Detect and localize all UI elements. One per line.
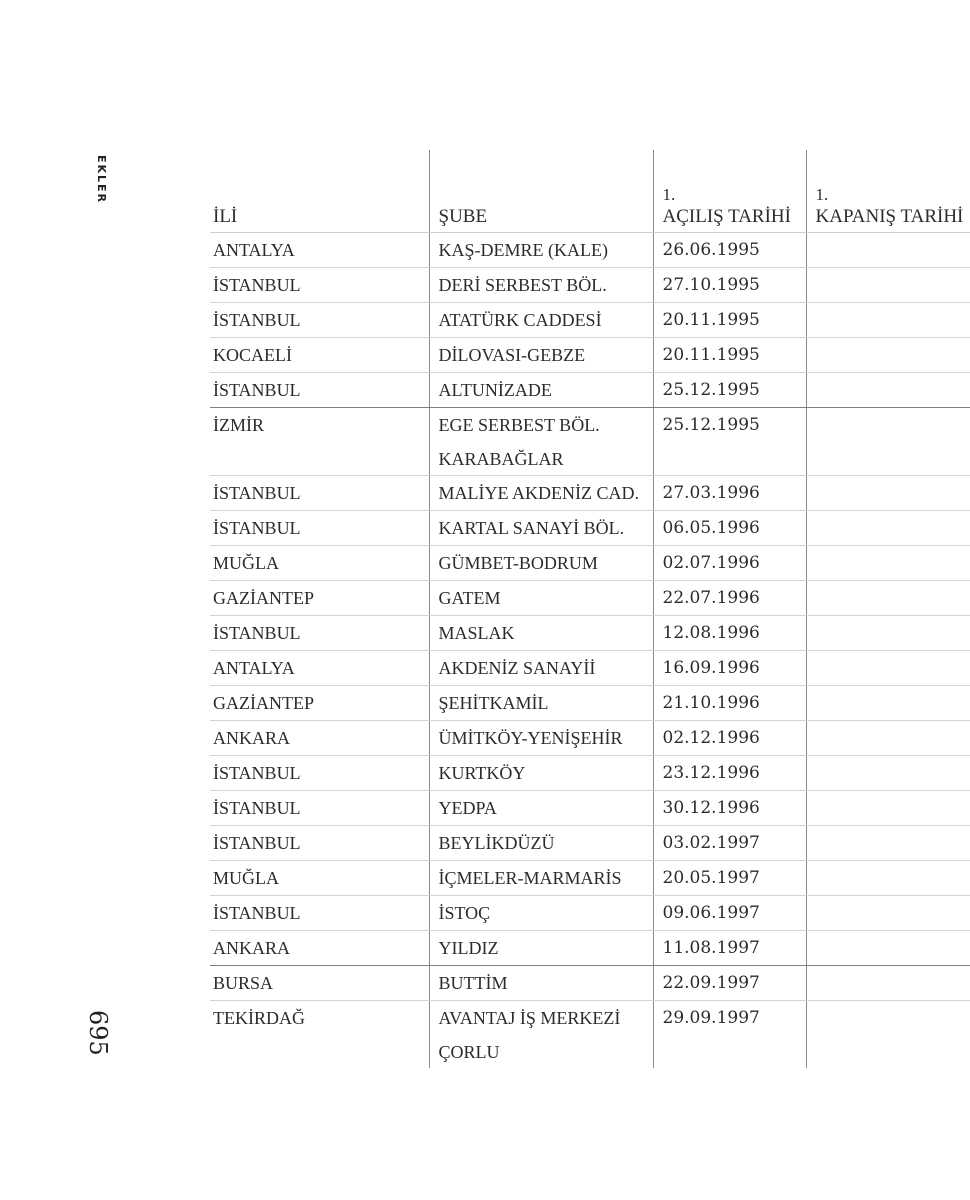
table-row [210, 651, 970, 686]
section-label: EKLER [95, 155, 108, 205]
table-row [210, 581, 970, 616]
branch-table [210, 150, 970, 1068]
table-row [210, 303, 970, 338]
cell-acilis-date: 27.10.1995 [653, 268, 806, 303]
cell-acilis-date: 06.05.1996 [653, 511, 806, 546]
cell-il: GAZİANTEP [210, 686, 429, 721]
cell-kapanis-date [806, 373, 970, 408]
cell-sube-line: YILDIZ [438, 938, 499, 958]
cell-kapanis-date [806, 721, 970, 756]
cell-sube-line: KAŞ-DEMRE (KALE) [438, 240, 608, 260]
cell-acilis-date: 26.06.1995 [653, 233, 806, 268]
cell-il: İSTANBUL [210, 756, 429, 791]
table-row [210, 338, 970, 373]
header-il: İLİ [210, 150, 429, 233]
cell-kapanis-date [806, 268, 970, 303]
cell-acilis-date: 11.08.1997 [653, 931, 806, 966]
cell-acilis-date: 21.10.1996 [653, 686, 806, 721]
cell-kapanis-date [806, 861, 970, 896]
cell-sube-line: ÜMİTKÖY-YENİŞEHİR [438, 728, 623, 748]
table-row [210, 476, 970, 511]
cell-il: İSTANBUL [210, 791, 429, 826]
table-row [210, 546, 970, 581]
cell-sube [429, 686, 653, 721]
cell-sube [429, 233, 653, 268]
cell-kapanis-date [806, 756, 970, 791]
cell-kapanis-date [806, 511, 970, 546]
cell-il: TEKİRDAĞ [213, 1008, 305, 1028]
header-kapanis-label: KAPANIŞ TARİHİ [815, 206, 964, 227]
cell-acilis-date: 23.12.1996 [653, 756, 806, 791]
cell-sube [429, 268, 653, 303]
cell-il: İSTANBUL [210, 616, 429, 651]
table-row [210, 931, 970, 966]
cell-sube-line: ŞEHİTKAMİL [438, 693, 549, 713]
cell-kapanis-date [806, 651, 970, 686]
cell-sube-line: BEYLİKDÜZÜ [438, 833, 555, 853]
header-acilis-label: AÇILIŞ TARİHİ [662, 206, 791, 227]
cell-acilis-date: 20.11.1995 [653, 338, 806, 373]
cell-kapanis-date [806, 896, 970, 931]
cell-sube-line: ALTUNİZADE [438, 380, 552, 400]
cell-acilis-date: 09.06.1997 [653, 896, 806, 931]
cell-sube [429, 511, 653, 546]
cell-acilis-date: 25.12.1995 [653, 408, 806, 476]
table-header [210, 150, 970, 233]
cell-sube-line: BUTTİM [438, 973, 508, 993]
page-number: 695 [84, 1010, 112, 1056]
cell-acilis-date: 22.09.1997 [653, 966, 806, 1001]
table-row [210, 511, 970, 546]
table-row [210, 233, 970, 268]
branch-table-container [210, 150, 964, 1062]
table-row [210, 721, 970, 756]
table-row [210, 756, 970, 791]
cell-sube-line: DERİ SERBEST BÖL. [438, 275, 607, 295]
cell-sube-line: MALİYE AKDENİZ CAD. [438, 483, 639, 503]
table-body [210, 233, 970, 1069]
cell-il: ANTALYA [210, 233, 429, 268]
cell-kapanis-date [806, 233, 970, 268]
cell-sube [429, 408, 653, 476]
cell-kapanis-date [806, 966, 970, 1001]
cell-il: İSTANBUL [210, 896, 429, 931]
cell-sube [429, 651, 653, 686]
cell-sube [429, 546, 653, 581]
cell-kapanis-date [806, 616, 970, 651]
cell-sube-line: AKDENİZ SANAYİİ [438, 658, 596, 678]
cell-acilis-date: 03.02.1997 [653, 826, 806, 861]
cell-il: ANKARA [210, 721, 429, 756]
cell-acilis-date: 02.12.1996 [653, 721, 806, 756]
cell-sube [429, 616, 653, 651]
table-row [210, 861, 970, 896]
cell-sube [429, 791, 653, 826]
cell-il: İSTANBUL [210, 373, 429, 408]
cell-kapanis-date [806, 931, 970, 966]
cell-acilis-date: 27.03.1996 [653, 476, 806, 511]
cell-kapanis-date [806, 338, 970, 373]
cell-sube-line-2: KARABAĞLAR [438, 449, 564, 469]
cell-kapanis-date [806, 686, 970, 721]
cell-acilis-date: 29.09.1997 [653, 1001, 806, 1069]
cell-sube-line-2: ÇORLU [438, 1042, 500, 1062]
cell-il: KOCAELİ [210, 338, 429, 373]
cell-kapanis-date [806, 408, 970, 476]
cell-sube-line: EGE SERBEST BÖL. [438, 415, 600, 435]
cell-kapanis-date [806, 826, 970, 861]
cell-sube [429, 966, 653, 1001]
cell-sube [429, 581, 653, 616]
table-row [210, 1001, 970, 1069]
cell-sube-line: GÜMBET-BODRUM [438, 553, 598, 573]
cell-sube [429, 1001, 653, 1069]
cell-acilis-date: 12.08.1996 [653, 616, 806, 651]
cell-il: İZMİR [210, 408, 429, 476]
table-row [210, 408, 970, 476]
cell-acilis-date: 20.05.1997 [653, 861, 806, 896]
cell-sube-line: İÇMELER-MARMARİS [438, 868, 622, 888]
cell-acilis-date: 20.11.1995 [653, 303, 806, 338]
cell-sube-line: YEDPA [438, 798, 497, 818]
cell-sube [429, 931, 653, 966]
header-kapanis-number: 1. [815, 185, 829, 204]
header-acilis-number: 1. [662, 185, 676, 204]
cell-il: İSTANBUL [210, 511, 429, 546]
cell-sube-line: ATATÜRK CADDESİ [438, 310, 602, 330]
cell-kapanis-date [806, 791, 970, 826]
cell-sube-line: KARTAL SANAYİ BÖL. [438, 518, 625, 538]
cell-sube [429, 476, 653, 511]
cell-il: ANTALYA [210, 651, 429, 686]
cell-kapanis-date [806, 476, 970, 511]
cell-il: İSTANBUL [210, 268, 429, 303]
table-row [210, 896, 970, 931]
cell-il: ANKARA [210, 931, 429, 966]
cell-acilis-date: 02.07.1996 [653, 546, 806, 581]
cell-acilis-date: 22.07.1996 [653, 581, 806, 616]
cell-sube [429, 826, 653, 861]
header-acilis [653, 150, 806, 233]
cell-il: İSTANBUL [210, 826, 429, 861]
table-row [210, 268, 970, 303]
cell-sube [429, 303, 653, 338]
table-row [210, 616, 970, 651]
cell-il: GAZİANTEP [210, 581, 429, 616]
cell-il: BURSA [210, 966, 429, 1001]
cell-sube [429, 861, 653, 896]
cell-kapanis-date [806, 303, 970, 338]
cell-sube [429, 721, 653, 756]
cell-kapanis-date [806, 1001, 970, 1069]
cell-sube-line: İSTOÇ [438, 903, 491, 923]
table-row [210, 966, 970, 1001]
cell-kapanis-date [806, 581, 970, 616]
cell-sube [429, 896, 653, 931]
cell-kapanis-date [806, 546, 970, 581]
cell-sube [429, 756, 653, 791]
table-row [210, 826, 970, 861]
cell-sube [429, 373, 653, 408]
cell-sube [429, 338, 653, 373]
header-sube: ŞUBE [429, 150, 653, 233]
cell-sube-line: DİLOVASI-GEBZE [438, 345, 586, 365]
cell-il: İSTANBUL [210, 476, 429, 511]
cell-il: MUĞLA [210, 546, 429, 581]
header-row [210, 150, 970, 233]
table-row [210, 373, 970, 408]
cell-il: MUĞLA [210, 861, 429, 896]
cell-il: İSTANBUL [210, 303, 429, 338]
table-row [210, 791, 970, 826]
cell-acilis-date: 16.09.1996 [653, 651, 806, 686]
table-row [210, 686, 970, 721]
cell-sube-line: MASLAK [438, 623, 515, 643]
cell-acilis-date: 30.12.1996 [653, 791, 806, 826]
cell-sube-line: AVANTAJ İŞ MERKEZİ [438, 1008, 621, 1028]
header-kapanis [806, 150, 970, 233]
cell-acilis-date: 25.12.1995 [653, 373, 806, 408]
cell-sube-line: GATEM [438, 588, 501, 608]
cell-sube-line: KURTKÖY [438, 763, 526, 783]
